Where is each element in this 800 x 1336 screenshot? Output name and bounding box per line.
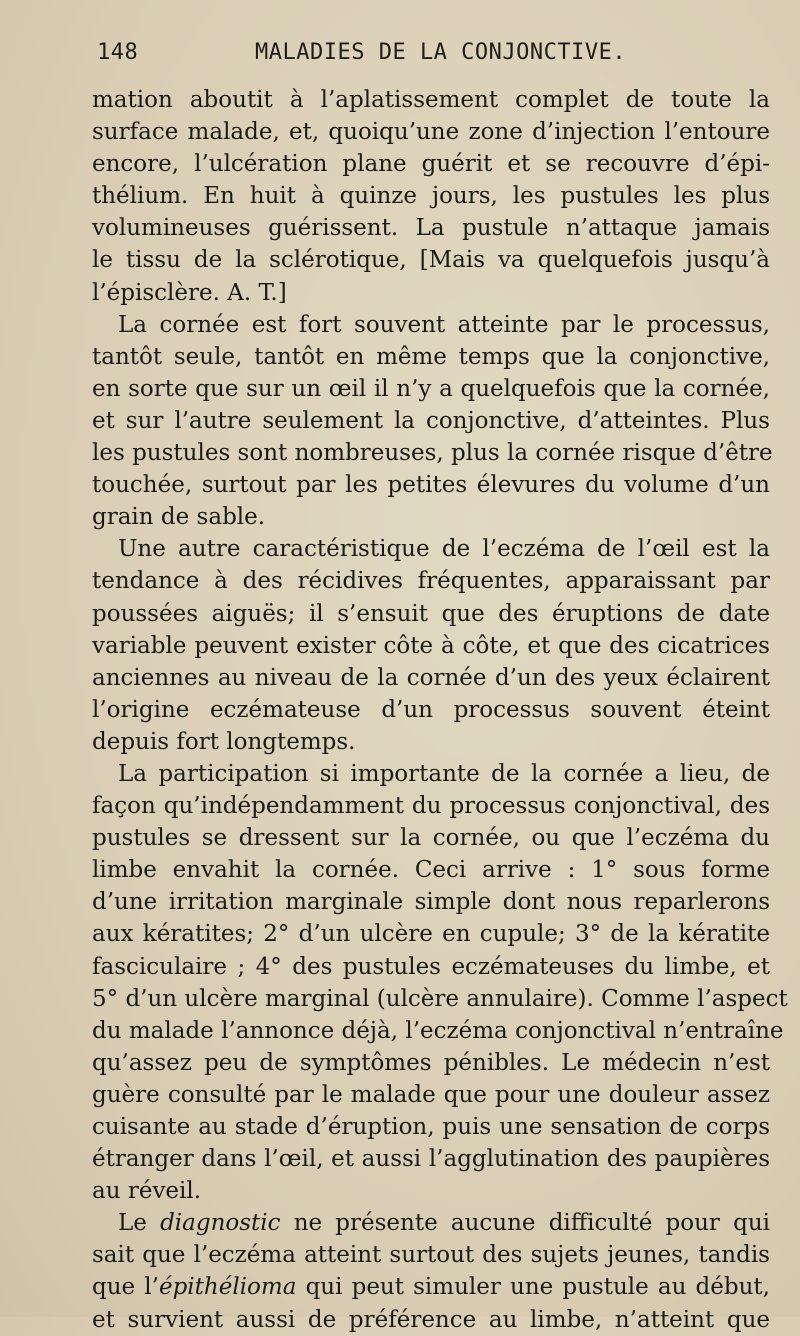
text-line (92, 1143, 770, 1175)
text-line (92, 84, 770, 116)
running-title: MALADIES DE LA CONJONCTIVE. (255, 40, 627, 65)
text-segment: ne présente aucune difficulté pour qui (280, 1210, 770, 1237)
text-line (92, 341, 770, 373)
text-segment: l’épisclère. A. T.] (92, 279, 287, 306)
text-line (92, 822, 770, 854)
text-line (92, 1207, 770, 1239)
text-line (92, 469, 770, 501)
text-line (92, 244, 770, 276)
text-segment: et sur l’autre seulement la conjonctive, d’atteintes. Plus (92, 407, 770, 434)
text-line (92, 501, 770, 533)
text-line (92, 148, 770, 180)
text-line (92, 437, 773, 469)
text-line (92, 790, 770, 822)
text-line (92, 886, 770, 918)
text-line (92, 533, 770, 565)
text-segment: sait que l’eczéma atteint surtout des sujets jeunes, tandis (92, 1242, 770, 1269)
text-line (92, 662, 770, 694)
text-line (92, 630, 770, 662)
text-segment: qui peut simuler une pustule au début, (296, 1274, 770, 1301)
text-segment: du malade l’annonce déjà, l’eczéma conjonctival n’entraîne (92, 1017, 784, 1044)
text-segment: en sorte que sur un œil il n’y a quelquefois que la cornée, (92, 375, 770, 402)
text-line (92, 1304, 770, 1336)
text-line (92, 726, 770, 758)
text-line (92, 598, 770, 630)
text-line (92, 1239, 770, 1271)
text-segment: touchée, surtout par les petites élevures du volume d’un (92, 472, 770, 499)
text-line (92, 983, 788, 1015)
text-segment: d’une irritation marginale simple dont nous reparlerons (92, 889, 770, 916)
text-segment: La cornée est fort souvent atteinte par le processus, (118, 311, 770, 338)
text-segment: grain de sable. (92, 504, 266, 531)
text-segment: l’origine eczémateuse d’un processus souvent éteint (92, 696, 770, 723)
text-line (92, 309, 770, 341)
text-line (92, 116, 770, 148)
text-segment: cuisante au stade d’éruption, puis une sensation de corps (92, 1114, 770, 1140)
text-segment: guère consulté par le malade que pour une douleur assez (92, 1081, 770, 1108)
body-text (92, 84, 788, 1336)
text-line (92, 758, 770, 790)
text-segment: qu’assez peu de symptômes pénibles. Le médecin n’est (92, 1049, 770, 1076)
text-segment: aux kératites; 2° d’un ulcère en cupule; 3° de la kératite (92, 921, 770, 948)
text-line (92, 180, 770, 212)
text-line (92, 1047, 770, 1079)
text-line (92, 405, 770, 437)
text-segment: et survient aussi de préférence au limbe, n’atteint que (92, 1306, 770, 1333)
text-segment: depuis fort longtemps. (92, 728, 356, 755)
text-segment: le tissu de la sclérotique, [Mais va quelquefois jusqu’à (92, 247, 770, 274)
text-line (92, 854, 770, 886)
text-segment: tendance à des récidives fréquentes, apparaissant par (92, 568, 770, 595)
text-line (92, 373, 770, 405)
text-segment: 5° d’un ulcère marginal (ulcère annulaire). Comme l’aspect (92, 985, 788, 1012)
text-segment: anciennes au niveau de la cornée d’un des yeux éclairent (92, 664, 770, 691)
text-segment: limbe envahit la cornée. Ceci arrive : 1° sous forme (92, 857, 770, 884)
text-segment: que l’ (92, 1274, 159, 1301)
text-segment: volumineuses guérissent. La pustule n’attaque jamais (92, 215, 770, 242)
text-segment: au réveil. (92, 1178, 202, 1205)
text-segment: étranger dans l’œil, et aussi l’agglutination des paupières (92, 1146, 770, 1173)
text-line (92, 565, 770, 597)
text-line (92, 1015, 784, 1047)
text-line (92, 212, 770, 244)
text-segment: surface malade, et, quoiqu’une zone d’injection l’entoure (92, 119, 770, 146)
text-line (92, 918, 770, 950)
text-segment: tantôt seule, tantôt en même temps que la conjonctive, (92, 343, 770, 370)
text-segment: La participation si importante de la cornée a lieu, de (118, 760, 770, 787)
italic-term: épithélioma (158, 1274, 297, 1301)
text-segment: façon qu’indépendamment du processus conjonctival, des (92, 793, 770, 820)
page-number: 148 (97, 40, 139, 65)
text-line (92, 951, 770, 983)
text-line (92, 1271, 770, 1303)
text-segment: variable peuvent exister côte à côte, et que des cicatrices (92, 632, 770, 659)
italic-term: diagnostic (160, 1210, 281, 1237)
page-header (95, 40, 770, 74)
text-segment: les pustules sont nombreuses, plus la cornée risque d’être (92, 440, 773, 467)
text-line (92, 1111, 770, 1143)
text-line (92, 1175, 770, 1207)
text-line (92, 277, 770, 309)
text-segment: fasciculaire ; 4° des pustules eczémateuses du limbe, et (92, 953, 770, 980)
text-segment: Le (118, 1210, 161, 1237)
text-segment: encore, l’ulcération plane guérit et se recouvre d’épi- (92, 151, 770, 178)
text-line (92, 694, 770, 726)
text-segment: pustules se dressent sur la cornée, ou que l’eczéma du (92, 825, 770, 852)
text-segment: Une autre caractéristique de l’eczéma de l’œil est la (118, 536, 770, 563)
text-segment: poussées aiguës; il s’ensuit que des éruptions de date (92, 600, 770, 627)
text-segment: mation aboutit à l’aplatissement complet de toute la (92, 87, 770, 113)
text-line (92, 1079, 770, 1111)
text-segment: thélium. En huit à quinze jours, les pustules les plus (92, 183, 770, 210)
